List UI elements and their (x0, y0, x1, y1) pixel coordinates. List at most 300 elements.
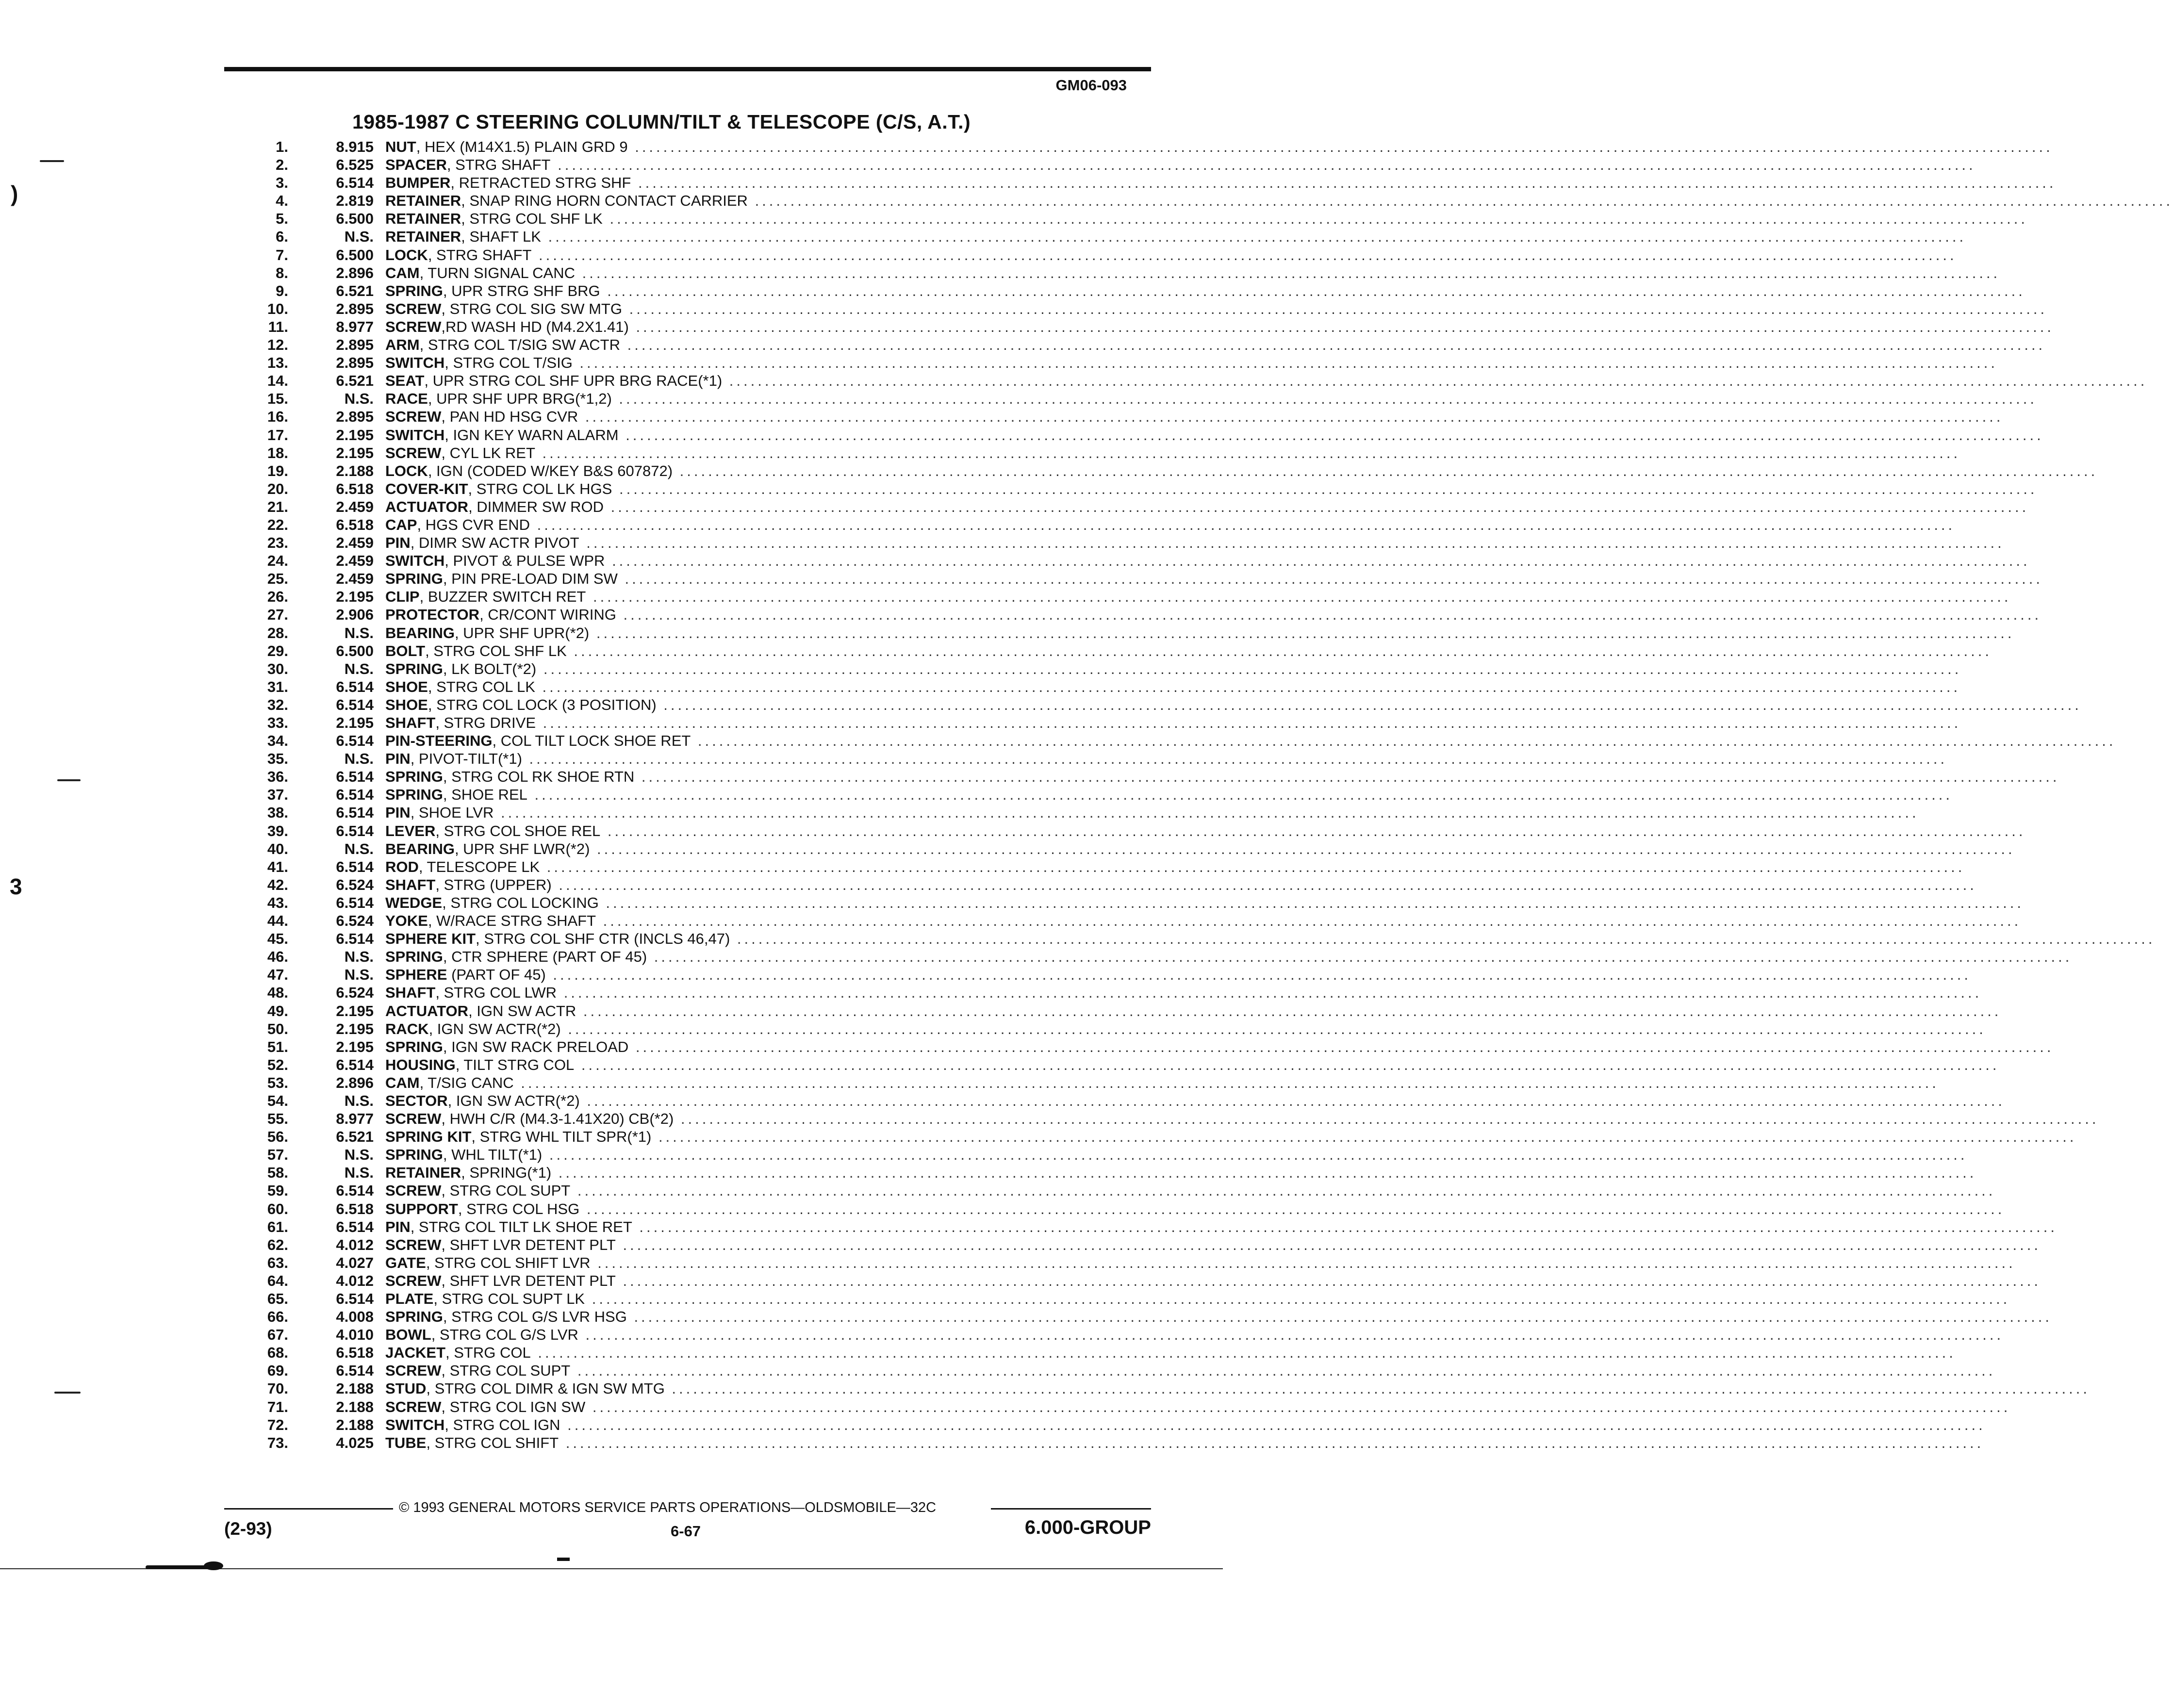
part-number: 18. (267, 444, 288, 461)
part-number: 45. (267, 930, 288, 948)
part-detail: , STRG WHL TILT SPR(*1) (471, 1128, 652, 1146)
part-description (385, 228, 1967, 246)
part-detail: , STRG COL LK HGS (468, 480, 612, 497)
part-description (385, 1164, 1977, 1182)
part-name: SCREW (385, 1110, 442, 1128)
group-number: N.S. (344, 624, 374, 641)
part-number: 65. (267, 1290, 288, 1307)
part-description (385, 732, 2116, 750)
group-number: 6.521 (336, 1128, 374, 1146)
part-detail: , STRG COL IGN SW (441, 1398, 586, 1415)
part-name: SCREW (385, 1236, 442, 1253)
part-row (243, 984, 1982, 1002)
margin-mark (54, 1392, 81, 1394)
part-name: SCREW (385, 1272, 442, 1289)
group-number: 6.514 (336, 1290, 374, 1307)
group-number: 6.514 (336, 1218, 374, 1235)
group-number: 8.977 (336, 1110, 374, 1128)
leader-dots: ........................................................................................................................................................................................................ (570, 1182, 1996, 1199)
part-detail: , PIN PRE-LOAD DIM SW (443, 570, 618, 588)
leader-dots: ........................................................................................................................................................................................................ (611, 390, 2037, 408)
part-detail: , T/SIG CANC (419, 1074, 514, 1091)
part-number: 73. (267, 1434, 288, 1451)
part-name: SHOE (385, 696, 428, 713)
part-row (243, 948, 2073, 966)
group-number: 6.514 (336, 1182, 374, 1199)
group-number: 2.906 (336, 606, 374, 624)
leader-dots: ........................................................................................................................................................................................................ (628, 318, 2054, 335)
part-name: SCREW (385, 1182, 442, 1199)
group-number: N.S. (344, 966, 374, 984)
part-detail: , IGN KEY WARN ALARM (444, 426, 619, 443)
part-detail: , SHOE LVR (410, 804, 494, 821)
leader-dots: ........................................................................................................................................................................................................ (600, 822, 2026, 839)
group-number: N.S. (344, 228, 374, 246)
part-name: PIN-STEERING (385, 732, 493, 750)
part-detail: , COL TILT LOCK SHOE RET (492, 732, 691, 750)
part-description (385, 1344, 1956, 1362)
group-number: 6.500 (336, 642, 374, 659)
part-description (385, 840, 2015, 858)
part-description (385, 1020, 1986, 1038)
part-name: BOLT (385, 642, 426, 659)
group-number: N.S. (344, 390, 374, 408)
part-name: SCREW (385, 300, 442, 317)
part-name: SCREW (385, 408, 442, 426)
part-number: 63. (267, 1254, 288, 1271)
part-number: 40. (267, 840, 288, 857)
part-name: SPRING (385, 786, 443, 804)
part-row (243, 300, 2048, 318)
part-detail: , STRG COL (445, 1344, 531, 1362)
part-detail: , STRG COL T/SIG SW ACTR (419, 336, 620, 354)
leader-dots: ........................................................................................................................................................................................................ (626, 1308, 2052, 1326)
part-detail: , SPRING(*1) (461, 1164, 552, 1182)
part-description (385, 1002, 2002, 1020)
part-detail: , SHAFT LK (461, 228, 541, 246)
part-row (243, 462, 2098, 480)
footer-rule-left (224, 1508, 393, 1510)
part-detail: , HWH C/R (M4.3-1.41X20) CB(*2) (441, 1110, 674, 1128)
part-detail: , RETRACTED STRG SHF (450, 174, 631, 192)
part-detail: , STRG (UPPER) (435, 876, 552, 893)
group-number: 2.188 (336, 1398, 374, 1415)
part-detail: , STRG SHAFT (428, 246, 532, 263)
leader-dots: ........................................................................................................................................................................................................ (651, 1128, 2077, 1146)
part-description (385, 390, 2037, 408)
leader-dots: ........................................................................................................................................................................................................ (600, 282, 2025, 299)
part-description (385, 1092, 2005, 1110)
group-number: 2.896 (336, 1074, 374, 1091)
part-number: 37. (267, 786, 288, 804)
part-name: CAM (385, 1074, 420, 1091)
part-description (385, 624, 2015, 642)
group-number: 6.518 (336, 480, 374, 497)
part-description (385, 408, 2004, 426)
part-row (243, 696, 2082, 714)
part-number: 61. (267, 1218, 288, 1235)
part-row (243, 624, 2015, 642)
part-detail: , STRG COL G/S LVR (431, 1326, 578, 1344)
part-description (385, 354, 1998, 372)
group-number: 6.524 (336, 912, 374, 930)
part-description (385, 498, 2029, 516)
leader-dots: ........................................................................................................................................................................................................ (615, 1236, 2041, 1253)
part-detail: , UPR SHF UPR BRG(*1,2) (428, 390, 612, 408)
leader-dots: ........................................................................................................................................................................................................ (647, 948, 2073, 966)
part-row (243, 426, 2044, 444)
leader-dots: ........................................................................................................................................................................................................ (572, 354, 1998, 372)
part-number: 44. (267, 912, 288, 930)
leader-dots: ........................................................................................................................................................................................................ (598, 894, 2024, 911)
part-detail: , IGN SW ACTR(*2) (447, 1092, 580, 1109)
group-number: N.S. (344, 1164, 374, 1182)
part-description (385, 1218, 2058, 1236)
part-description (385, 1308, 2052, 1326)
part-name: SPHERE KIT (385, 930, 476, 948)
part-detail: , STRG COL RK SHOE RTN (443, 768, 635, 786)
part-name: TUBE (385, 1434, 427, 1451)
leader-dots: ........................................................................................................................................................................................................ (531, 246, 1957, 263)
part-row (243, 228, 1967, 246)
part-number: 57. (267, 1146, 288, 1164)
group-number: 8.915 (336, 138, 374, 155)
part-number: 43. (267, 894, 288, 911)
part-row (243, 210, 2028, 228)
part-row (243, 1236, 2041, 1254)
part-row (243, 714, 1961, 732)
group-number: N.S. (344, 840, 374, 857)
leader-dots: ........................................................................................................................................................................................................ (535, 678, 1961, 695)
leader-dots: ........................................................................................................................................................................................................ (612, 480, 2038, 497)
part-row (243, 660, 1962, 678)
part-row (243, 1092, 2005, 1110)
part-detail: , STRG COL SHOE REL (435, 822, 601, 839)
part-description (385, 912, 2022, 930)
part-detail: , DIMMER SW ROD (468, 498, 604, 515)
leader-dots: ........................................................................................................................................................................................................ (586, 588, 2011, 606)
part-name: COVER-KIT (385, 480, 468, 497)
part-number: 28. (267, 624, 288, 641)
part-name: SPRING (385, 570, 443, 588)
group-number: 6.514 (336, 696, 374, 713)
part-row (243, 1128, 2077, 1146)
group-number: 2.459 (336, 498, 374, 515)
part-number: 24. (267, 552, 288, 570)
part-name: SPRING (385, 1308, 443, 1326)
group-number: 6.521 (336, 372, 374, 390)
part-name: SWITCH (385, 1416, 445, 1433)
part-row (243, 444, 1961, 462)
group-number: 2.895 (336, 336, 374, 354)
part-number: 22. (267, 516, 288, 533)
part-row (243, 336, 2046, 354)
part-name: BEARING (385, 624, 455, 641)
part-description (385, 1182, 1996, 1199)
part-description (385, 1146, 1968, 1164)
part-row (243, 1416, 1986, 1434)
part-name: SPRING (385, 948, 443, 966)
part-description (385, 660, 1962, 678)
part-detail: , PAN HD HSG CVR (441, 408, 578, 426)
part-row (243, 1254, 2016, 1272)
part-detail: , SHOE REL (443, 786, 527, 804)
margin-mark (57, 779, 81, 781)
group-number: 4.025 (336, 1434, 374, 1451)
leader-dots: ........................................................................................................................................................................................................ (620, 336, 2046, 354)
part-number: 47. (267, 966, 288, 984)
part-name: STUD (385, 1380, 427, 1397)
group-number: 2.195 (336, 1002, 374, 1019)
part-description (385, 534, 2005, 552)
part-name: SECTOR (385, 1092, 448, 1109)
part-row (243, 588, 2011, 606)
group-number: N.S. (344, 750, 374, 768)
part-name: SPRING (385, 1038, 443, 1055)
part-number: 2. (276, 156, 288, 174)
group-number: 2.459 (336, 552, 374, 570)
part-row (243, 1308, 2052, 1326)
part-name: SHAFT (385, 876, 436, 893)
part-description (385, 1416, 1986, 1434)
part-detail: , TURN SIGNAL CANC (419, 264, 575, 281)
group-number: 6.518 (336, 1344, 374, 1362)
part-row (243, 156, 1976, 174)
part-number: 69. (267, 1362, 288, 1380)
part-name: CAM (385, 264, 420, 281)
part-row (243, 768, 2060, 786)
part-number: 31. (267, 678, 288, 695)
leader-dots: ........................................................................................................................................................................................................ (579, 1200, 2005, 1217)
part-row (243, 858, 1965, 876)
group-number: 2.195 (336, 444, 374, 461)
leader-dots: ........................................................................................................................................................................................................ (536, 714, 1961, 731)
part-detail: , BUZZER SWITCH RET (419, 588, 586, 606)
group-number: 2.459 (336, 570, 374, 588)
group-number: 6.500 (336, 246, 374, 263)
part-number: 66. (267, 1308, 288, 1326)
part-detail: , SHFT LVR DETENT PLT (441, 1236, 616, 1253)
part-number: 49. (267, 1002, 288, 1019)
part-row (243, 390, 2037, 408)
group-number: 6.514 (336, 804, 374, 821)
part-detail: , STRG COL G/S LVR HSG (443, 1308, 627, 1326)
group-number: 6.521 (336, 282, 374, 299)
part-number: 60. (267, 1200, 288, 1217)
part-row (243, 1020, 1986, 1038)
part-row (243, 264, 2001, 282)
part-detail: , STRG COL LOCKING (442, 894, 599, 911)
leader-dots: ........................................................................................................................................................................................................ (604, 498, 2029, 515)
part-number: 51. (267, 1038, 288, 1055)
group-number: 2.188 (336, 1416, 374, 1433)
leader-dots: ........................................................................................................................................................................................................ (551, 1164, 1977, 1182)
part-name: JACKET (385, 1344, 446, 1362)
part-description (385, 138, 2053, 156)
leader-dots: ........................................................................................................................................................................................................ (617, 570, 2043, 588)
leader-dots: ........................................................................................................................................................................................................ (615, 1272, 2041, 1289)
part-number: 4. (276, 192, 288, 210)
part-number: 52. (267, 1056, 288, 1073)
part-number: 53. (267, 1074, 288, 1091)
part-row (243, 840, 2015, 858)
part-detail: , PIVOT & PULSE WPR (444, 552, 605, 570)
part-name: LOCK (385, 246, 428, 263)
leader-dots: ........................................................................................................................................................................................................ (747, 192, 2173, 210)
part-detail: , UPR SHF LWR(*2) (454, 840, 590, 857)
copyright-text: © 1993 GENERAL MOTORS SERVICE PARTS OPERATIONS—OLDSMOBILE—32C (399, 1500, 937, 1515)
part-description (385, 588, 2011, 606)
part-row (243, 750, 1948, 768)
group-number: 2.195 (336, 1038, 374, 1055)
part-detail: , STRG COL SHF LK (461, 210, 603, 228)
leader-dots: ........................................................................................................................................................................................................ (602, 210, 2028, 228)
part-detail: , SHFT LVR DETENT PLT (441, 1272, 616, 1289)
leader-dots: ........................................................................................................................................................................................................ (574, 1056, 2000, 1073)
group-number: 2.895 (336, 300, 374, 317)
group-number: 4.012 (336, 1236, 374, 1253)
part-row (243, 1344, 1956, 1362)
leader-dots: ........................................................................................................................................................................................................ (634, 768, 2060, 786)
group-label: 6.000-GROUP (1024, 1517, 1151, 1538)
part-number: 67. (267, 1326, 288, 1344)
leader-dots: ........................................................................................................................................................................................................ (494, 804, 1919, 821)
footer-rule-right (991, 1508, 1151, 1510)
parts-list (243, 138, 2173, 1452)
revision-date: (2-93) (224, 1519, 272, 1539)
leader-dots: ........................................................................................................................................................................................................ (632, 1218, 2058, 1235)
part-row (243, 138, 2053, 156)
part-description (385, 930, 2156, 948)
part-description (385, 480, 2038, 498)
leader-dots: ........................................................................................................................................................................................................ (513, 1074, 1939, 1091)
leader-dots: ........................................................................................................................................................................................................ (589, 624, 2015, 641)
group-number: N.S. (344, 948, 374, 966)
part-number: 6. (276, 228, 288, 246)
part-number: 59. (267, 1182, 288, 1199)
part-number: 48. (267, 984, 288, 1002)
part-row (243, 1074, 1939, 1092)
part-description (385, 804, 1919, 821)
part-number: 5. (276, 210, 288, 228)
part-detail: (PART OF 45) (447, 966, 546, 984)
part-row (243, 408, 2004, 426)
leader-dots: ........................................................................................................................................................................................................ (585, 1398, 2011, 1415)
part-description (385, 1254, 2016, 1272)
part-name: PROTECTOR (385, 606, 480, 624)
group-number: 2.195 (336, 1020, 374, 1037)
part-number: 58. (267, 1164, 288, 1182)
part-name: SHAFT (385, 984, 436, 1002)
part-row (243, 732, 2116, 750)
group-number: 2.896 (336, 264, 374, 281)
leader-dots: ........................................................................................................................................................................................................ (585, 1290, 2010, 1307)
part-row (243, 804, 1919, 821)
group-number: 6.514 (336, 1056, 374, 1073)
part-row (243, 480, 2038, 498)
part-detail: , STRG COL SUPT (441, 1182, 571, 1199)
part-description (385, 426, 2044, 444)
part-detail: , STRG COL SUPT LK (433, 1290, 585, 1307)
part-name: SPHERE (385, 966, 447, 984)
leader-dots: ........................................................................................................................................................................................................ (605, 552, 2030, 570)
group-number: 6.514 (336, 858, 374, 875)
part-description (385, 552, 2030, 570)
part-row (243, 912, 2022, 930)
leader-dots: ........................................................................................................................................................................................................ (542, 1146, 1968, 1164)
part-name: GATE (385, 1254, 426, 1271)
part-name: SPRING (385, 768, 443, 786)
part-name: BUMPER (385, 174, 451, 192)
group-number: 6.514 (336, 822, 374, 839)
part-row (243, 1056, 2000, 1074)
leader-dots: ........................................................................................................................................................................................................ (616, 606, 2042, 624)
part-number: 56. (267, 1128, 288, 1146)
part-name: RACK (385, 1020, 429, 1037)
part-name: SPRING (385, 282, 443, 299)
margin-glyph: 3 (10, 874, 22, 899)
part-description (385, 822, 2026, 840)
group-number: 8.977 (336, 318, 374, 335)
part-description (385, 642, 1992, 660)
part-description (385, 768, 2060, 786)
part-description (385, 174, 2057, 192)
part-number: 25. (267, 570, 288, 588)
group-number: 6.500 (336, 210, 374, 228)
part-name: YOKE (385, 912, 428, 930)
leader-dots: ........................................................................................................................................................................................................ (628, 1038, 2054, 1055)
leader-dots: ........................................................................................................................................................................................................ (566, 642, 1992, 659)
part-number: 9. (276, 282, 288, 299)
margin-glyph: ) (11, 181, 18, 206)
leader-dots: ........................................................................................................................................................................................................ (551, 876, 1977, 893)
part-detail: , STRG COL SIG SW MTG (441, 300, 622, 317)
part-row (243, 354, 1998, 372)
part-detail: , CYL LK RET (441, 444, 535, 461)
part-name: WEDGE (385, 894, 443, 911)
group-number: 2.819 (336, 192, 374, 210)
part-name: BOWL (385, 1326, 431, 1344)
part-name: SHAFT (385, 714, 436, 731)
part-description (385, 210, 2028, 228)
part-number: 42. (267, 876, 288, 893)
part-row (243, 246, 1957, 264)
part-row (243, 372, 2148, 390)
part-description (385, 876, 1977, 894)
leader-dots: ........................................................................................................................................................................................................ (560, 1020, 1986, 1037)
group-number: 2.195 (336, 714, 374, 731)
part-description (385, 858, 1965, 876)
part-detail: , STRG COL SHF CTR (INCLS 46,47) (476, 930, 730, 948)
leader-dots: ........................................................................................................................................................................................................ (530, 1344, 1956, 1362)
part-detail: , STRG COL SHIFT (426, 1434, 559, 1451)
part-detail: , STRG COL HSG (458, 1200, 580, 1217)
part-number: 33. (267, 714, 288, 731)
part-description (385, 1200, 2005, 1218)
part-detail: , DIMR SW ACTR PIVOT (410, 534, 579, 552)
part-row (243, 894, 2024, 912)
part-description (385, 1128, 2077, 1146)
part-number: 62. (267, 1236, 288, 1253)
leader-dots: ........................................................................................................................................................................................................ (656, 696, 2082, 713)
part-detail: , IGN SW ACTR(*2) (428, 1020, 561, 1037)
group-number: 6.525 (336, 156, 374, 174)
part-detail: , PIVOT-TILT(*1) (410, 750, 522, 768)
group-number: 2.195 (336, 588, 374, 606)
part-number: 72. (267, 1416, 288, 1433)
part-detail: , CR/CONT WIRING (479, 606, 616, 624)
group-number: 2.195 (336, 426, 374, 443)
